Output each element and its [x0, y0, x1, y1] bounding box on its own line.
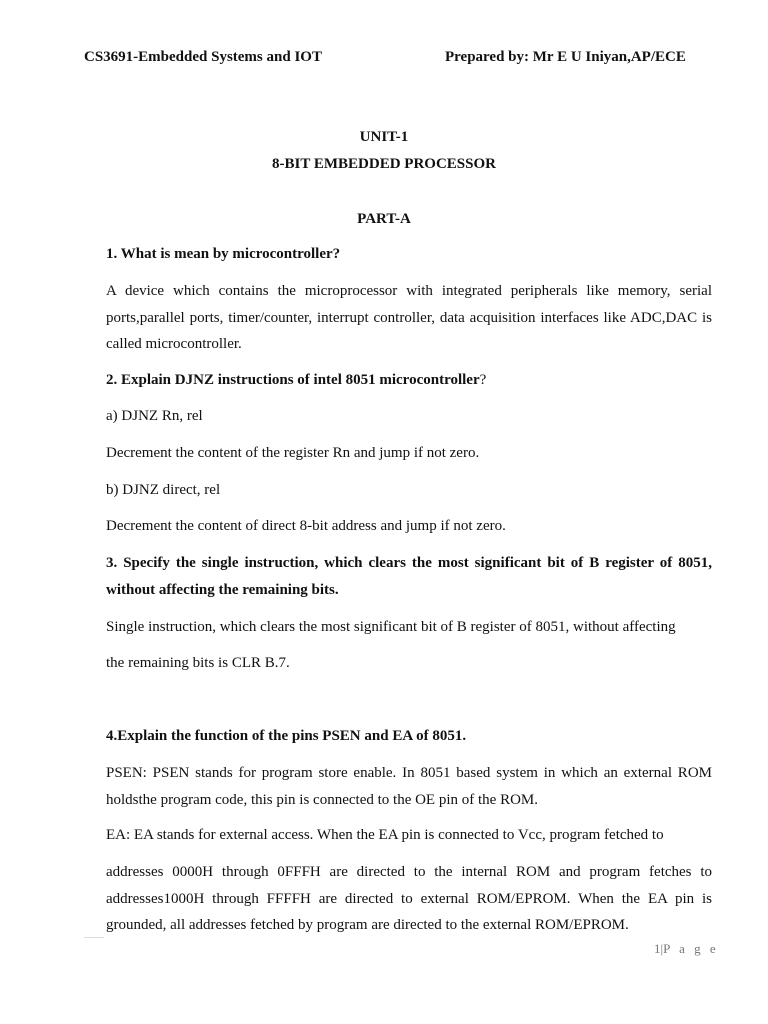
answer-1	[106, 278, 712, 358]
question-4: 4.Explain the function of the pins PSEN and EA of 8051.	[106, 728, 467, 744]
header-course: CS3691-Embedded Systems and IOT	[84, 49, 322, 65]
answer-1-line-3: called microcontroller.	[106, 336, 242, 353]
psen-line-1: PSEN: PSEN stands for program store enable. In 8051 based system in which an external ROM	[106, 765, 712, 781]
ea-line-4: grounded, all addresses fetched by program are directed to the external ROM/EPROM.	[106, 917, 629, 934]
header-prepared-by: Prepared by: Mr E U Iniyan,AP/ECE	[445, 49, 686, 65]
ea-paragraph	[106, 859, 712, 939]
psen-paragraph	[106, 760, 712, 813]
question-1: 1. What is mean by microcontroller?	[106, 246, 341, 262]
page-number-value: 1	[654, 941, 661, 956]
answer-3-line-1: Single instruction, which clears the most significant bit of B register of 8051, without affecting	[106, 619, 676, 635]
question-3-line-2: without affecting the remaining bits.	[106, 581, 339, 598]
answer-1-line-2: ports,parallel ports, timer/counter, interrupt controller, data acquisition interfaces like ADC,DAC is	[106, 309, 712, 326]
question-2	[106, 372, 486, 389]
q2-option-b: b) DJNZ direct, rel	[106, 482, 221, 498]
answer-1-line-1: A device which contains the microprocessor with integrated peripherals like memory, serial	[106, 283, 712, 299]
question-3	[106, 550, 712, 603]
page-number-separator: |	[660, 941, 664, 956]
ea-line-1: EA: EA stands for external access. When the EA pin is connected to Vcc, program fetched to	[106, 827, 664, 843]
part-title: PART-A	[357, 211, 411, 227]
answer-3-line-2: the remaining bits is CLR B.7.	[106, 655, 290, 671]
question-3-line-1: 3. Specify the single instruction, which clears the most significant bit of B register of 8051,	[106, 555, 712, 571]
ea-line-3: addresses1000H through FFFFH are directed to external ROM/EPROM. When the EA pin is	[106, 890, 712, 907]
psen-line-2: holdsthe program code, this pin is connected to the OE pin of the ROM.	[106, 791, 539, 808]
question-2-suffix: ?	[479, 372, 487, 388]
unit-subtitle: 8-BIT EMBEDDED PROCESSOR	[272, 156, 496, 172]
q2-option-b-text: Decrement the content of direct 8-bit address and jump if not zero.	[106, 518, 506, 534]
q2-option-a: a) DJNZ Rn, rel	[106, 408, 203, 424]
footer-rule	[84, 937, 104, 938]
page-label: P a g e	[663, 941, 719, 956]
question-2-text: 2. Explain DJNZ instructions of intel 8051 microcontroller	[106, 372, 480, 388]
ea-line-2: addresses 0000H through 0FFFH are directed to the internal ROM and program fetches to	[106, 864, 712, 880]
page-number	[654, 941, 719, 957]
q2-option-a-text: Decrement the content of the register Rn and jump if not zero.	[106, 445, 480, 461]
unit-title: UNIT-1	[359, 129, 409, 145]
